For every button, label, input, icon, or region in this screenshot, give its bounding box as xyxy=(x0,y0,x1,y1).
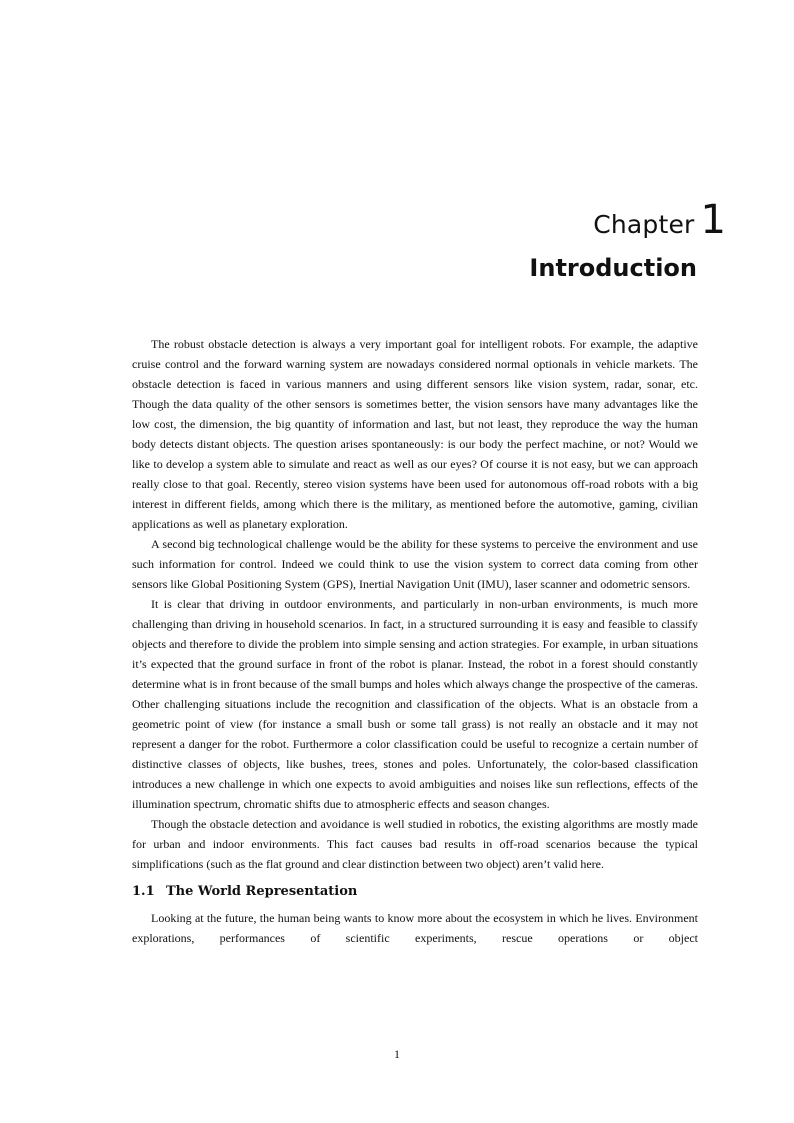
section-number: 1.1 xyxy=(132,884,155,899)
chapter-title: Introduction xyxy=(529,254,697,282)
chapter-label xyxy=(593,197,726,248)
paragraph-2: A second big technological challenge would be the ability for these systems to perceive the environment and use such information for control. Indeed we could think to use the vision system to correct data coming from other sensors like Global Positioning System (GPS), Inertial Navigation Unit (IMU), laser scanner and odometric sensors. xyxy=(132,537,698,591)
chapter-number: 1 xyxy=(700,197,726,243)
body-text xyxy=(132,334,698,948)
page-number: 1 xyxy=(394,1047,400,1061)
paragraph-3: It is clear that driving in outdoor environments, and particularly in non-urban environments, is much more challenging than driving in household scenarios. In fact, in a structured surrounding it is easy and feasible to classify objects and therefore to divide the problem into simple sensing and action strategies. For example, in urban situations it’s expected that the ground surface in front of the robot is planar. Instead, the robot in a forest should constantly determine what is in front because of the small bumps and holes which always change the prospective of the cameras. Other challenging situations include the recognition and classification of the objects. What is an obstacle from a geometric point of view (for instance a small bush or some tall grass) is not really an obstacle and it may not represent a danger for the robot. Furthermore a color classification could be useful to recognize a certain number of distinctive classes of objects, like bushes, trees, stones and poles. Unfortunately, the color-based classification introduces a new challenge in which one expects to avoid ambiguities and noises like sun reflections, effects of the illumination spectrum, chromatic shifts due to atmospheric effects and season changes. xyxy=(132,597,698,811)
paragraph-4: Though the obstacle detection and avoidance is well studied in robotics, the existing algorithms are mostly made for urban and indoor environments. This fact causes bad results in off-road scenarios because the typical simplifications (such as the flat ground and clear distinction between two object) aren’t valid here. xyxy=(132,817,698,871)
paragraph-1: The robust obstacle detection is always a very important goal for intelligent robots. For example, the adaptive cruise control and the forward warning system are nowadays considered normal optionals in vehicle markets. The obstacle detection is faced in various manners and using different sensors like vision system, radar, sonar, etc. Though the data quality of the other sensors is sometimes better, the vision sensors have many advantages like the low cost, the dimension, the big quantity of information and last, but not least, they reproduce the way the human body detects distant objects. The question arises spontaneously: is our body the perfect machine, or not? Would we like to develop a system able to simulate and react as well as our eyes? Of course it is not easy, but we can approach really close to that goal. Recently, stereo vision systems have been used for autonomous off-road robots with a big interest in different fields, among which there is the military, as mentioned before the automotive, gaming, civilian applications as well as planetary exploration. xyxy=(132,337,698,531)
chapter-word: Chapter xyxy=(593,210,695,239)
section-paragraph-1: Looking at the future, the human being wants to know more about the ecosystem in which he lives. Environment explorations, performances of scientific experiments, rescue operations or object xyxy=(132,911,698,945)
section-heading xyxy=(132,881,698,903)
section-title: The World Representation xyxy=(166,884,358,899)
